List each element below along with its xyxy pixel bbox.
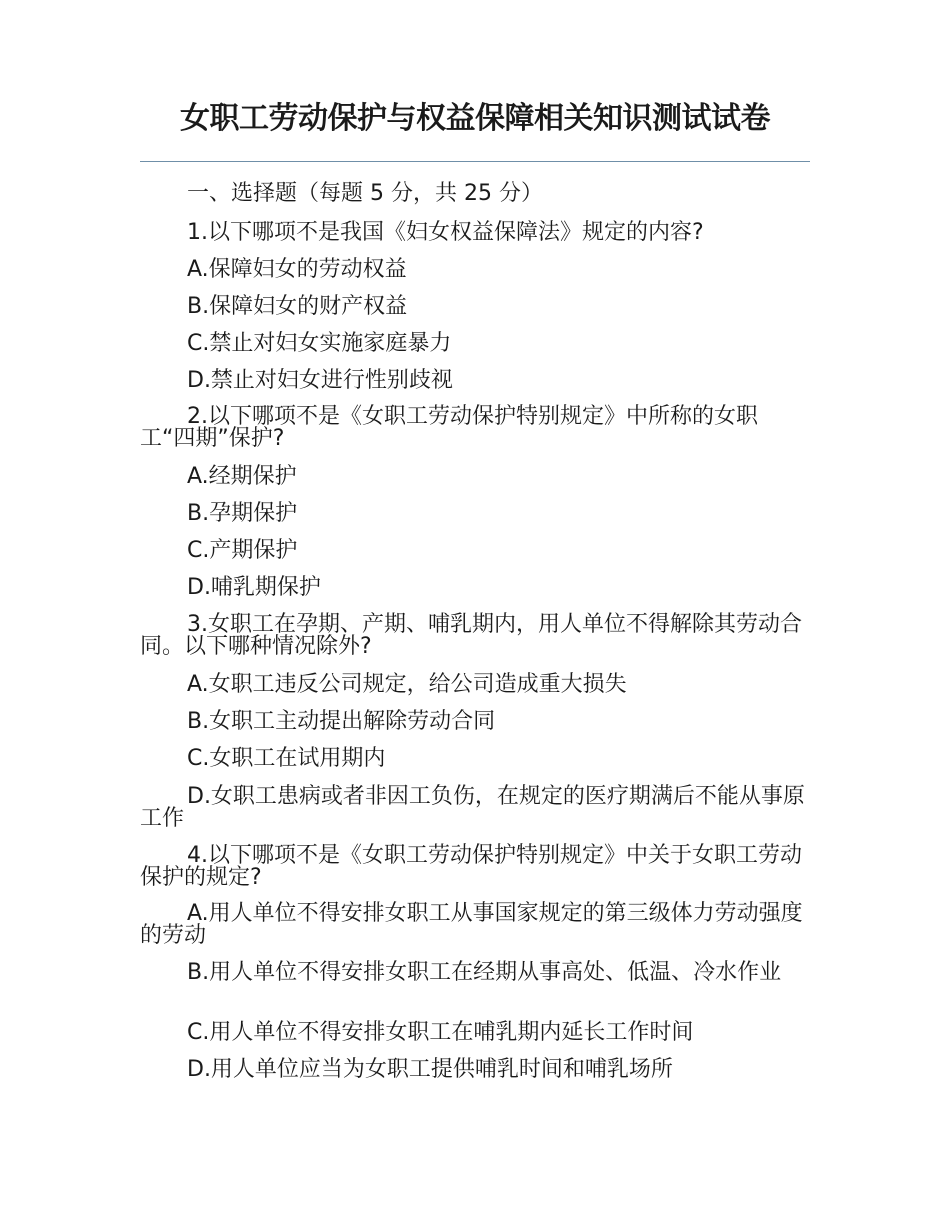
question-1-option-d: D.禁止对妇女进行性别歧视 <box>187 368 453 393</box>
question-stem-4: 4.以下哪项不是《女职工劳动保护特别规定》中关于女职工劳动保护的规定? <box>140 843 802 890</box>
question-1-option-c: C.禁止对妇女实施家庭暴力 <box>187 331 452 356</box>
section-heading: 一、选择题（每题 5 分，共 25 分） <box>187 181 543 206</box>
question-4-option-b: B.用人单位不得安排女职工在经期从事高处、低温、冷水作业 <box>187 960 782 985</box>
question-2-option-b: B.孕期保护 <box>187 501 298 526</box>
question-stem-1: 1.以下哪项不是我国《妇女权益保障法》规定的内容? <box>187 220 704 245</box>
question-4-option-c: C.用人单位不得安排女职工在哺乳期内延长工作时间 <box>187 1020 694 1045</box>
question-4-option-d: D.用人单位应当为女职工提供哺乳时间和哺乳场所 <box>187 1057 673 1082</box>
question-1-option-a: A.保障妇女的劳动权益 <box>187 257 407 282</box>
question-stem-3: 3.女职工在孕期、产期、哺乳期内，用人单位不得解除其劳动合同。以下哪种情况除外? <box>140 612 802 659</box>
question-3-option-c: C.女职工在试用期内 <box>187 746 386 771</box>
question-2-option-c: C.产期保护 <box>187 538 298 563</box>
question-3-option-a: A.女职工违反公司规定，给公司造成重大损失 <box>187 672 627 697</box>
question-1-option-b: B.保障妇女的财产权益 <box>187 294 408 319</box>
page-title: 女职工劳动保护与权益保障相关知识测试试卷 <box>180 101 770 136</box>
question-stem-2: 2.以下哪项不是《女职工劳动保护特别规定》中所称的女职工“四期”保护? <box>140 404 758 451</box>
question-4-option-a: A.用人单位不得安排女职工从事国家规定的第三级体力劳动强度的劳动 <box>140 901 803 948</box>
question-3-option-b: B.女职工主动提出解除劳动合同 <box>187 709 496 734</box>
question-2-option-d: D.哺乳期保护 <box>187 575 321 600</box>
title-divider <box>140 161 810 162</box>
question-3-option-d: D.女职工患病或者非因工负伤，在规定的医疗期满后不能从事原工作 <box>140 784 805 831</box>
question-2-option-a: A.经期保护 <box>187 464 297 489</box>
